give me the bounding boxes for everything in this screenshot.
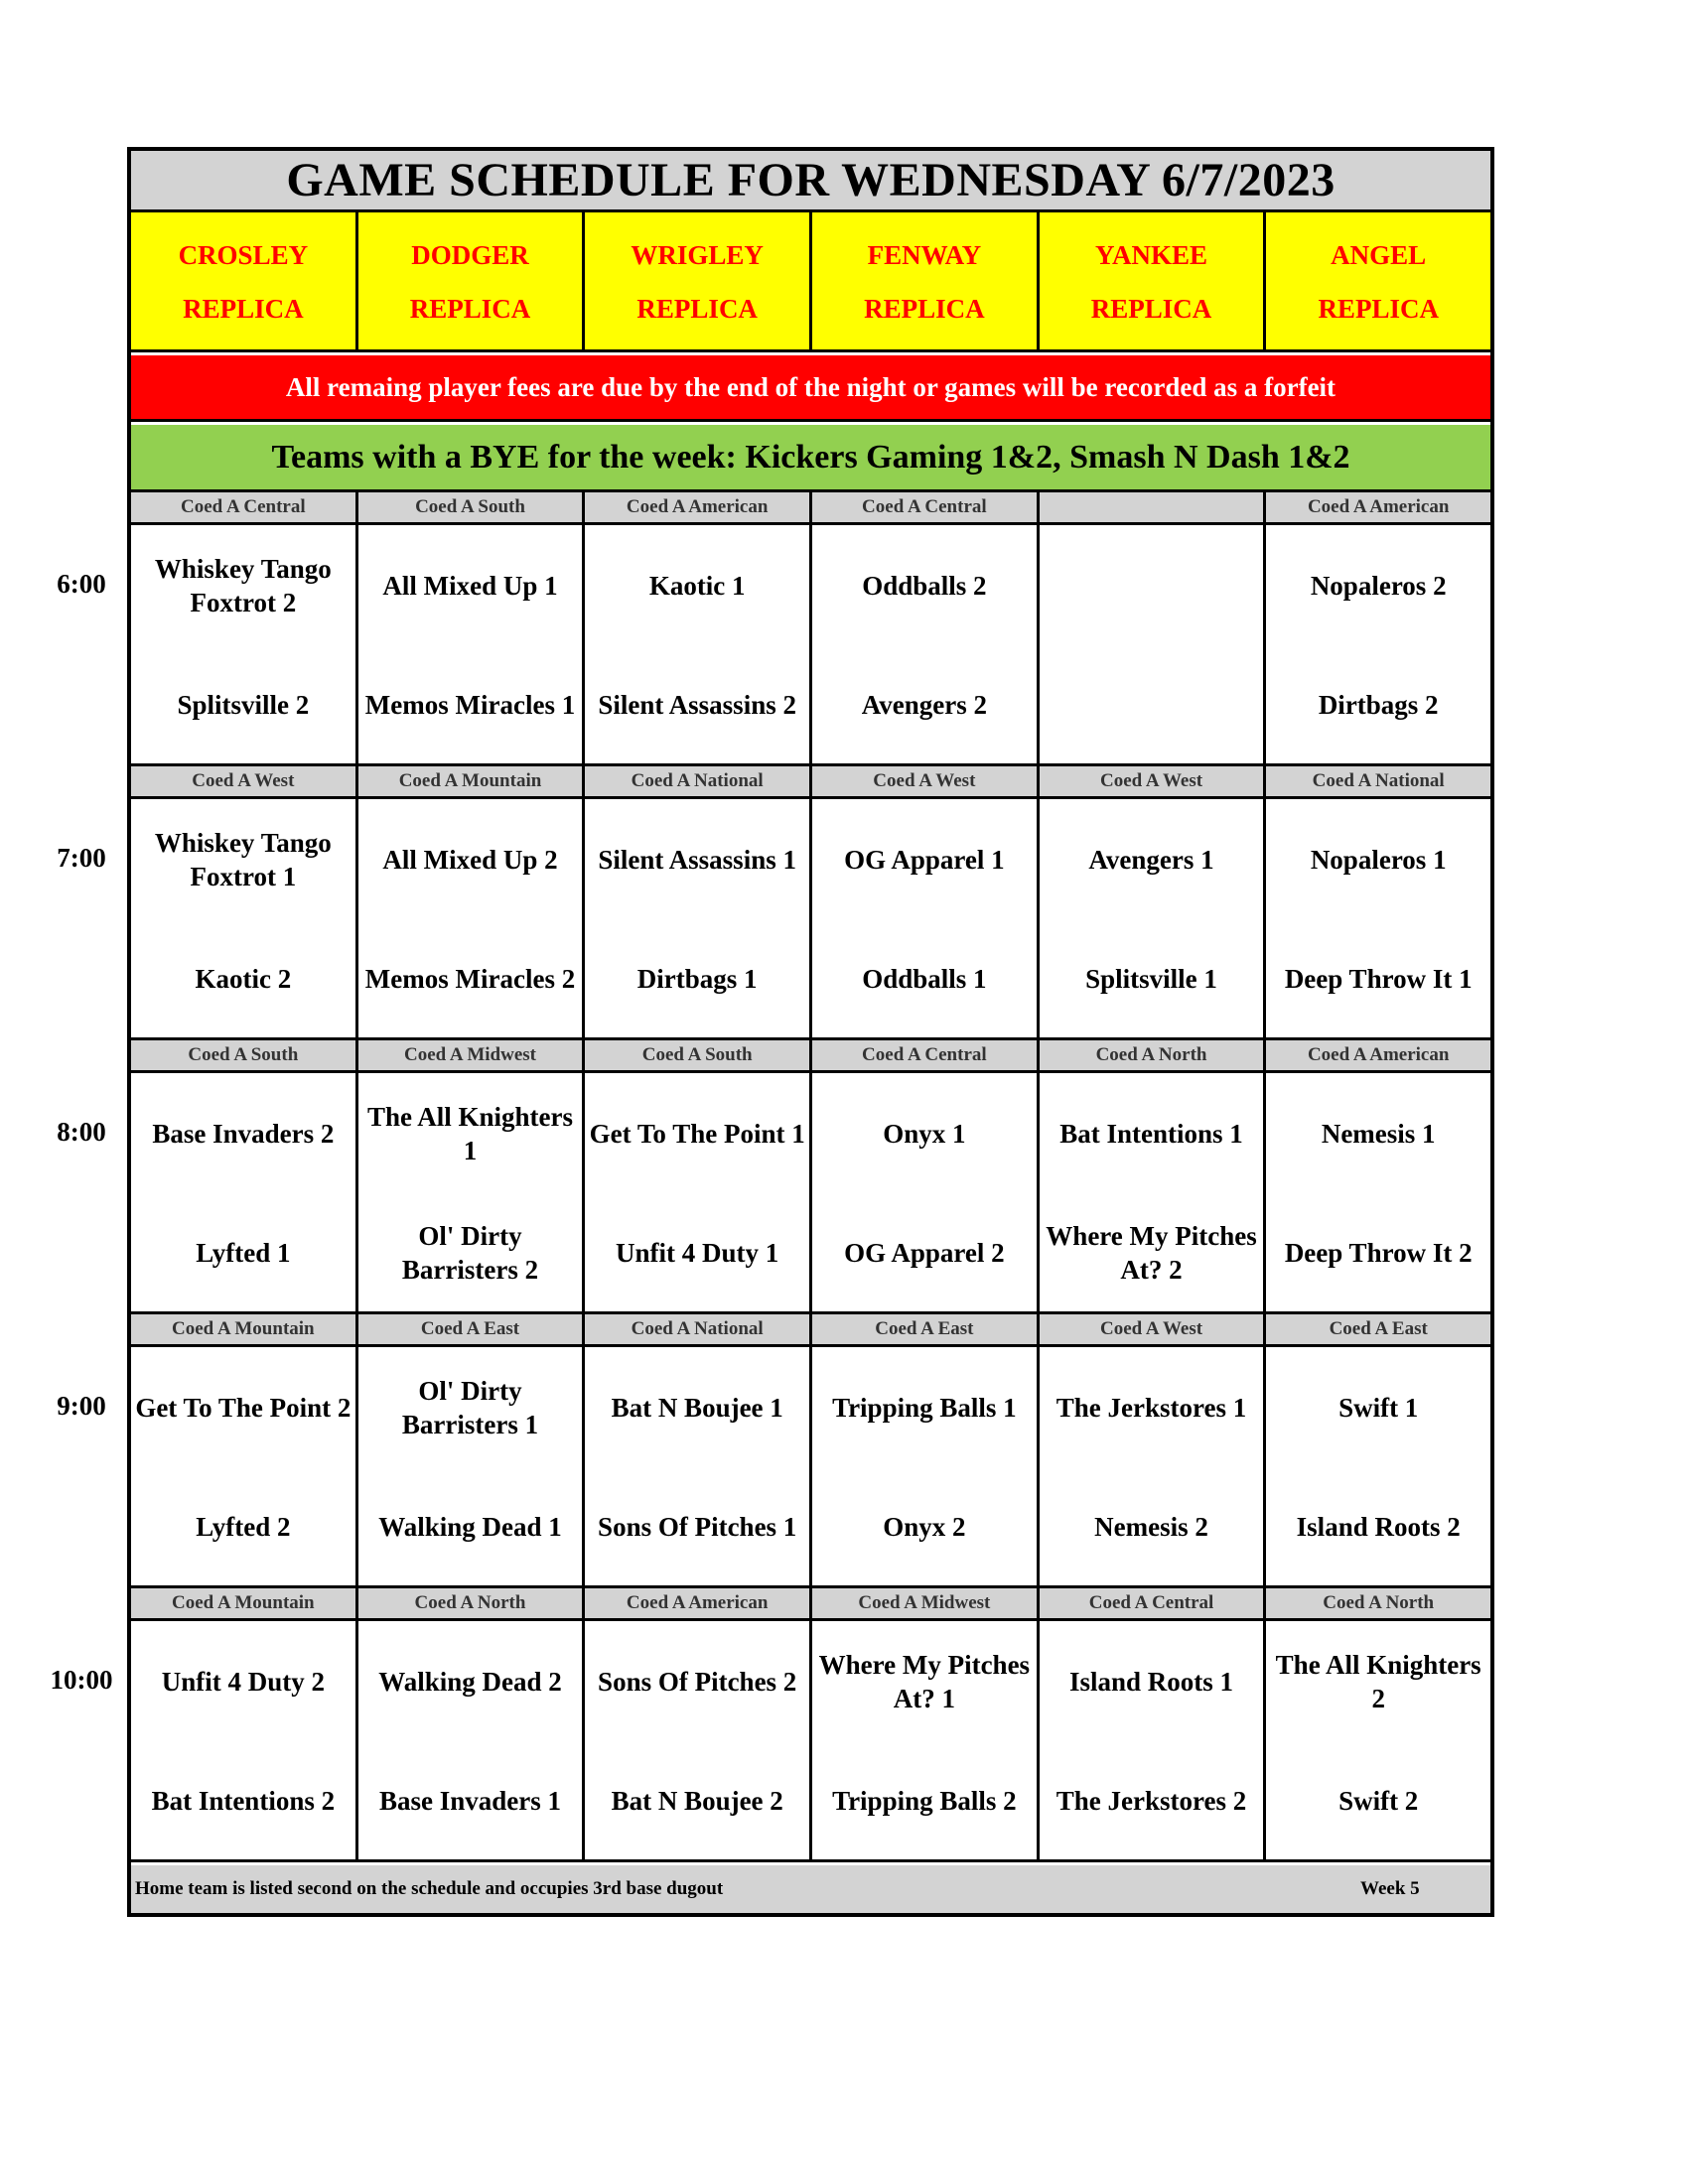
division-label: Coed A American [585, 1588, 812, 1618]
game-cell [131, 799, 358, 1037]
division-label: Coed A Midwest [358, 1040, 586, 1070]
division-label: Coed A West [1040, 766, 1267, 796]
away-team: Oddballs 2 [862, 571, 987, 601]
away-team: Sons Of Pitches 2 [598, 1667, 797, 1697]
home-team: Avengers 2 [861, 690, 987, 720]
away-team: All Mixed Up 2 [382, 845, 558, 875]
away-team: Bat Intentions 1 [1059, 1119, 1243, 1149]
time-label: 8:00 [57, 1117, 106, 1147]
footer-note: Home team is listed second on the schedule and occupies 3rd base dugout [135, 1878, 724, 1899]
field-type: REPLICA [1090, 294, 1212, 324]
home-team: Onyx 2 [883, 1512, 966, 1542]
game-cell [1266, 799, 1490, 1037]
division-label: Coed A North [1266, 1588, 1490, 1618]
division-label: Coed A National [585, 1314, 812, 1344]
game-cell [358, 799, 586, 1037]
field-header-row [131, 212, 1490, 352]
game-cell [1266, 1621, 1490, 1859]
away-team: All Mixed Up 1 [382, 571, 558, 601]
game-cell [812, 799, 1040, 1037]
division-row [131, 1314, 1490, 1347]
division-label: Coed A West [812, 766, 1040, 796]
home-team: Memos Miracles 1 [364, 690, 576, 720]
away-team: Avengers 1 [1088, 845, 1214, 875]
home-team: Lyfted 2 [196, 1512, 291, 1542]
game-cell [1266, 525, 1490, 763]
away-team: The Jerkstores 1 [1055, 1393, 1247, 1423]
home-team: Dirtbags 2 [1318, 690, 1439, 720]
bye-notice: Teams with a BYE for the week: Kickers Gaming 1&2, Smash N Dash 1&2 [131, 425, 1490, 492]
field-header-wrigley [585, 212, 812, 349]
home-team: Unfit 4 Duty 1 [616, 1238, 779, 1268]
home-team: Dirtbags 1 [636, 964, 758, 994]
division-label: Coed A American [1266, 1040, 1490, 1070]
week-label: Week 5 [1360, 1878, 1420, 1899]
game-cell [1040, 1347, 1267, 1585]
division-label: Coed A South [585, 1040, 812, 1070]
division-label: Coed A West [1040, 1314, 1267, 1344]
game-cell [1040, 525, 1267, 763]
game-cell [585, 1621, 812, 1859]
away-team: The All Knighters 1 [366, 1102, 574, 1165]
division-label: Coed A Mountain [131, 1588, 358, 1618]
game-cell [1266, 1073, 1490, 1311]
game-cell [1040, 1621, 1267, 1859]
division-label: Coed A Central [131, 492, 358, 522]
field-name: CROSLEY [178, 240, 309, 270]
away-team: Nopaleros 2 [1310, 571, 1447, 601]
away-team: Silent Assassins 1 [598, 845, 796, 875]
division-label: Coed A South [358, 492, 586, 522]
home-team: Oddballs 1 [862, 964, 987, 994]
home-team [1040, 664, 1264, 746]
time-slot [131, 1040, 1490, 1314]
field-header-crosley [131, 212, 358, 349]
game-cell [812, 525, 1040, 763]
field-type: REPLICA [409, 294, 531, 324]
field-type: REPLICA [183, 294, 304, 324]
time-label: 6:00 [57, 569, 106, 599]
field-name: ANGEL [1331, 240, 1427, 270]
time-label: 9:00 [57, 1391, 106, 1421]
home-team: Deep Throw It 2 [1284, 1238, 1473, 1268]
away-team: Whiskey Tango Foxtrot 1 [154, 828, 332, 891]
game-row [131, 1621, 1490, 1862]
time-slot [131, 1314, 1490, 1588]
home-team: Tripping Balls 2 [832, 1786, 1017, 1816]
division-row [131, 492, 1490, 525]
field-header-angel [1266, 212, 1490, 349]
away-team: Swift 1 [1338, 1393, 1419, 1423]
away-team: Tripping Balls 1 [832, 1393, 1017, 1423]
game-cell [585, 1073, 812, 1311]
field-type: REPLICA [636, 294, 758, 324]
away-team: The All Knighters 2 [1275, 1650, 1481, 1713]
home-team: Kaotic 2 [195, 964, 292, 994]
game-cell [358, 525, 586, 763]
game-cell [131, 1621, 358, 1859]
game-row [131, 799, 1490, 1040]
game-cell [358, 1347, 586, 1585]
home-team: Splitsville 1 [1085, 964, 1217, 994]
home-team: Where My Pitches At? 2 [1046, 1221, 1257, 1285]
fees-notice: All remaing player fees are due by the end of the night or games will be recorded as a forfeit [131, 355, 1490, 422]
game-row [131, 525, 1490, 766]
game-cell [1040, 799, 1267, 1037]
field-header-dodger [358, 212, 586, 349]
division-label: Coed A Central [1040, 1588, 1267, 1618]
division-label: Coed A American [585, 492, 812, 522]
field-name: WRIGLEY [631, 240, 764, 270]
game-cell [358, 1621, 586, 1859]
division-row [131, 1040, 1490, 1073]
home-team: Lyfted 1 [196, 1238, 291, 1268]
away-team: Where My Pitches At? 1 [818, 1650, 1031, 1713]
division-label: Coed A American [1266, 492, 1490, 522]
division-label: Coed A East [812, 1314, 1040, 1344]
away-team: Base Invaders 2 [152, 1119, 335, 1149]
division-label: Coed A East [358, 1314, 586, 1344]
field-name: DODGER [411, 240, 529, 270]
home-team: Splitsville 2 [177, 690, 310, 720]
division-label: Coed A East [1266, 1314, 1490, 1344]
division-label: Coed A National [1266, 766, 1490, 796]
division-label: Coed A Midwest [812, 1588, 1040, 1618]
away-team: Island Roots 1 [1069, 1667, 1234, 1697]
division-label: Coed A West [131, 766, 358, 796]
division-label: Coed A North [1040, 1040, 1267, 1070]
game-cell [812, 1621, 1040, 1859]
game-cell [585, 1347, 812, 1585]
home-team: Deep Throw It 1 [1284, 964, 1473, 994]
game-cell [131, 1073, 358, 1311]
home-team: Memos Miracles 2 [364, 964, 576, 994]
game-row [131, 1073, 1490, 1314]
away-team: Ol' Dirty Barristers 1 [401, 1376, 539, 1439]
division-label: Coed A National [585, 766, 812, 796]
division-label: Coed A Mountain [131, 1314, 358, 1344]
time-slot [131, 492, 1490, 766]
game-row [131, 1347, 1490, 1588]
field-type: REPLICA [1318, 294, 1439, 324]
division-label [1040, 492, 1267, 522]
game-cell [1266, 1347, 1490, 1585]
home-team: OG Apparel 2 [844, 1238, 1005, 1268]
field-name: FENWAY [867, 240, 982, 270]
away-team: Unfit 4 Duty 2 [161, 1667, 325, 1697]
game-cell [358, 1073, 586, 1311]
schedule-sheet [127, 147, 1494, 1917]
home-team: Walking Dead 1 [378, 1512, 562, 1542]
division-label: Coed A Mountain [358, 766, 586, 796]
field-header-yankee [1040, 212, 1267, 349]
away-team: Walking Dead 2 [378, 1667, 562, 1697]
time-label: 7:00 [57, 843, 106, 873]
away-team [1040, 545, 1264, 626]
home-team: Swift 2 [1338, 1786, 1419, 1816]
home-team: Sons Of Pitches 1 [598, 1512, 797, 1542]
away-team: Kaotic 1 [648, 571, 746, 601]
time-slot [131, 766, 1490, 1040]
footer [131, 1865, 1490, 1913]
field-name: YANKEE [1095, 240, 1208, 270]
game-cell [1040, 1073, 1267, 1311]
game-cell [585, 799, 812, 1037]
division-label: Coed A Central [812, 1040, 1040, 1070]
home-team: The Jerkstores 2 [1055, 1786, 1247, 1816]
division-label: Coed A South [131, 1040, 358, 1070]
game-cell [131, 525, 358, 763]
away-team: Nopaleros 1 [1310, 845, 1447, 875]
division-row [131, 1588, 1490, 1621]
game-cell [131, 1347, 358, 1585]
home-team: Bat Intentions 2 [151, 1786, 336, 1816]
game-cell [812, 1073, 1040, 1311]
home-team: Nemesis 2 [1094, 1512, 1208, 1542]
home-team: Ol' Dirty Barristers 2 [401, 1221, 539, 1285]
home-team: Base Invaders 1 [379, 1786, 562, 1816]
home-team: Bat N Boujee 2 [611, 1786, 783, 1816]
field-type: REPLICA [864, 294, 985, 324]
away-team: Bat N Boujee 1 [611, 1393, 783, 1423]
division-label: Coed A North [358, 1588, 586, 1618]
away-team: Whiskey Tango Foxtrot 2 [154, 554, 332, 617]
time-label: 10:00 [50, 1665, 113, 1695]
away-team: Nemesis 1 [1321, 1119, 1436, 1149]
time-slot [131, 1588, 1490, 1862]
away-team: Get To The Point 1 [589, 1119, 805, 1149]
home-team: Silent Assassins 2 [598, 690, 796, 720]
home-team: Island Roots 2 [1296, 1512, 1461, 1542]
game-cell [812, 1347, 1040, 1585]
field-header-fenway [812, 212, 1040, 349]
schedule-title: GAME SCHEDULE FOR WEDNESDAY 6/7/2023 [131, 151, 1490, 212]
away-team: OG Apparel 1 [844, 845, 1005, 875]
division-row [131, 766, 1490, 799]
division-label: Coed A Central [812, 492, 1040, 522]
away-team: Get To The Point 2 [135, 1393, 352, 1423]
away-team: Onyx 1 [883, 1119, 966, 1149]
game-cell [585, 525, 812, 763]
